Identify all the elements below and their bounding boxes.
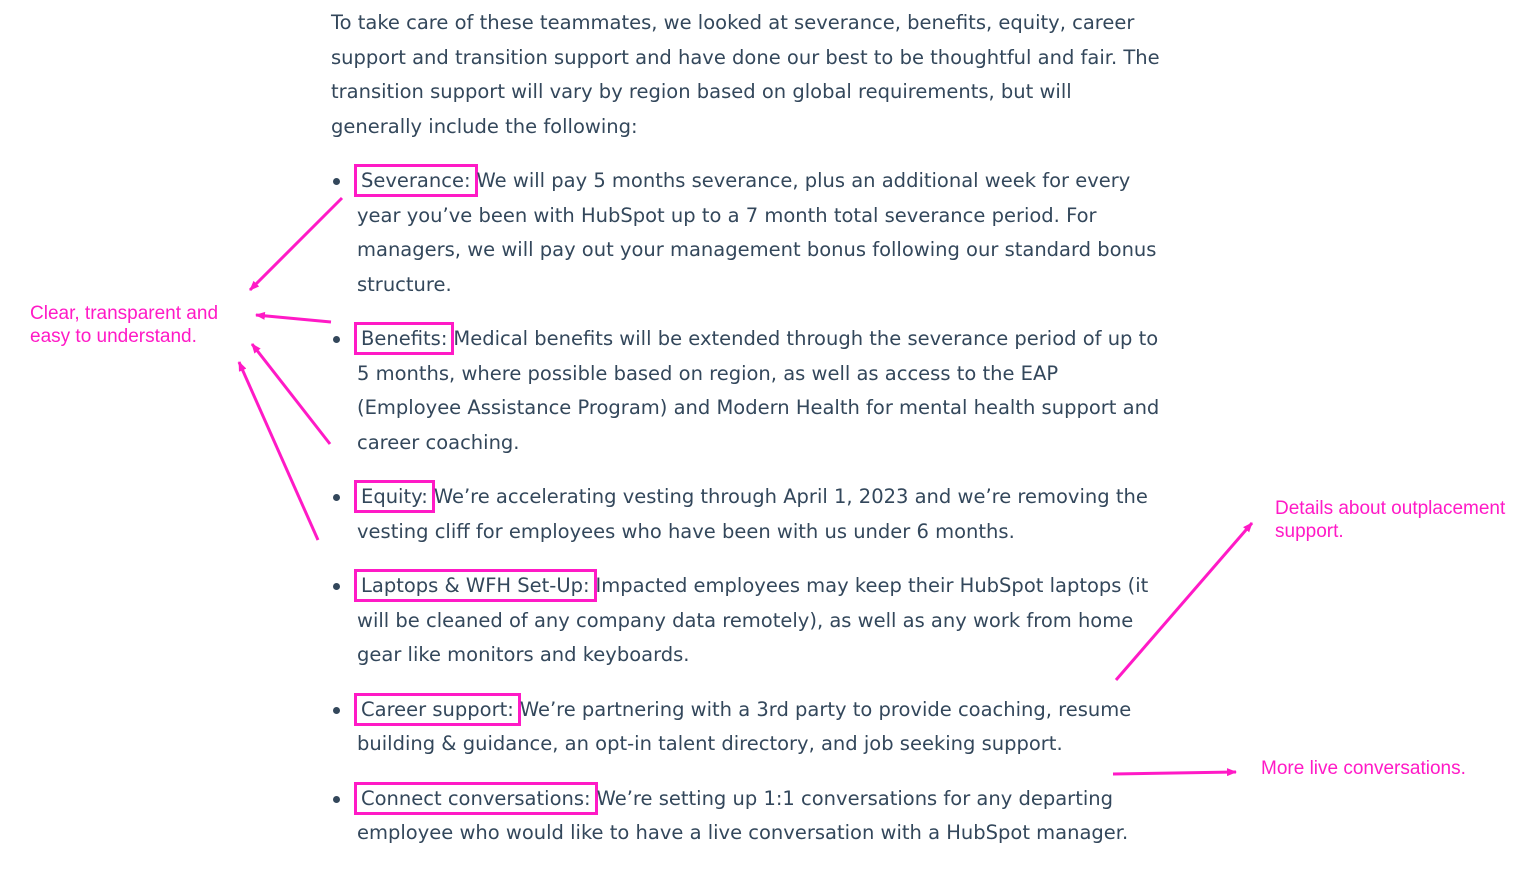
list-item-career-support [331, 693, 1166, 762]
list-item-connect-conversations [331, 782, 1166, 851]
intro-paragraph: To take care of these teammates, we looked at severance, benefits, equity, career support and transition support and have done our best to be thoughtful and fair. The transition support will vary by region based on global requirements, but will generally include the following: [331, 11, 1160, 138]
list-item-benefits [331, 322, 1166, 460]
item-text: Medical benefits will be extended through the severance period of up to 5 months, where possible based on region, as well as access to the EAP (Employee Assistance Program) and Modern Health for mental health support and career coaching. [357, 327, 1160, 454]
term-laptops: Laptops & WFH Set-Up: [357, 572, 594, 599]
term-connect-conversations: Connect conversations: [357, 785, 595, 812]
list-item-equity [331, 480, 1166, 549]
arrow-benefits [256, 315, 331, 322]
article-body [331, 6, 1166, 871]
term-severance: Severance: [357, 167, 475, 194]
term-career-support: Career support: [357, 696, 518, 723]
item-text: We’re partnering with a 3rd party to provide coaching, resume building & guidance, an opt-in talent directory, and job seeking support. [357, 697, 1132, 755]
annotation-conversations-note: More live conversations. [1261, 758, 1466, 779]
list-item-laptops [331, 569, 1166, 673]
annotation-outplacement-note: Details about outplacement support. [1275, 498, 1506, 542]
item-text: We’re setting up 1:1 conversations for any departing employee who would like to have a live conversation with a HubSpot manager. [357, 786, 1129, 844]
arrow-equity [252, 344, 330, 444]
item-text: We will pay 5 months severance, plus an additional week for every year you’ve been with HubSpot up to a 7 month total severance period. For managers, we will pay out your management bonus following our standard bonus structure. [357, 169, 1157, 296]
term-benefits: Benefits: [357, 325, 451, 352]
item-text: We’re accelerating vesting through April 1, 2023 and we’re removing the vesting cliff for employees who have been with us under 6 months. [357, 485, 1148, 543]
arrow-severance [250, 198, 342, 290]
term-equity: Equity: [357, 483, 432, 510]
support-list [331, 164, 1166, 851]
annotation-left-note: Clear, transparent and easy to understand. [30, 303, 219, 347]
item-text: Impacted employees may keep their HubSpot laptops (it will be cleaned of any company data remotely), as well as any work from home gear like monitors and keyboards. [357, 574, 1149, 666]
list-item-severance [331, 164, 1166, 302]
arrow-laptops [239, 362, 318, 540]
